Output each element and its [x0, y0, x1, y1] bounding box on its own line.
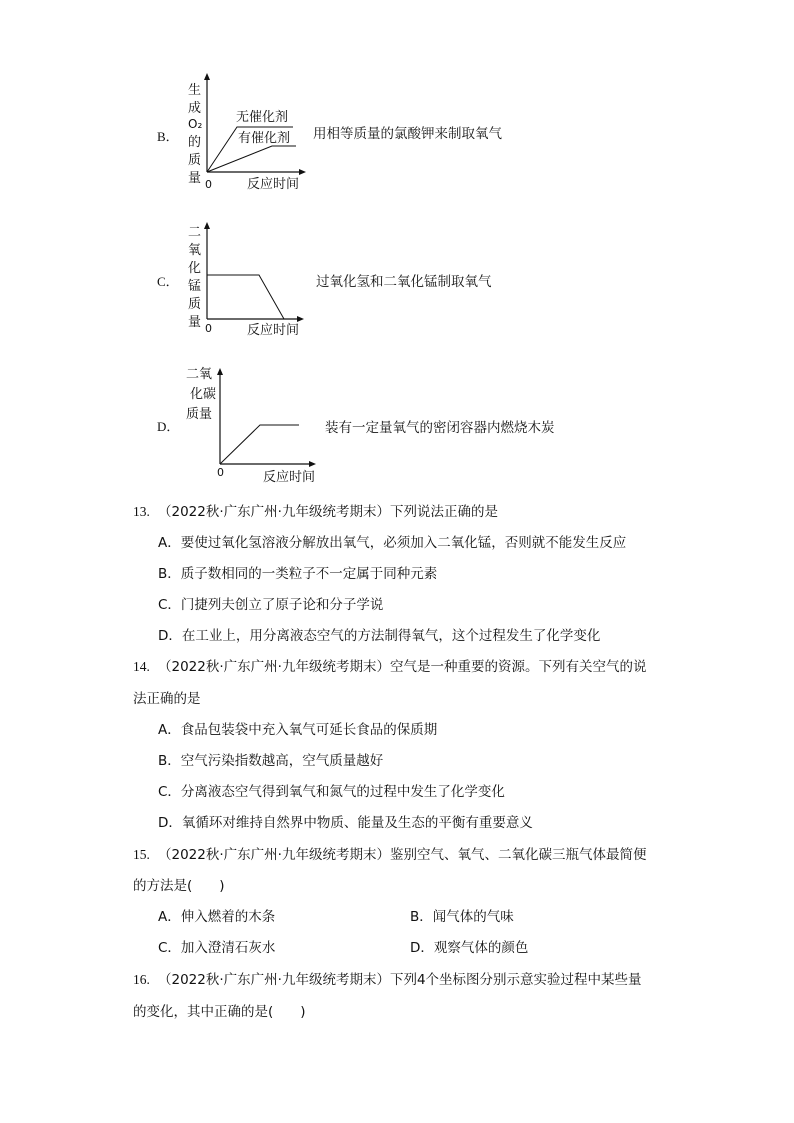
line-co2-mass [220, 425, 299, 464]
x-axis-arrow [297, 316, 304, 322]
graph-c [180, 218, 315, 342]
option-b[interactable]: B．质子数相同的一类粒子不一定属于同种元素 [158, 566, 438, 582]
question-stem: （2022秋·广东广州·九年级统考期末）鉴别空气、氧气、二氧化碳三瓶气体最简便 [158, 847, 647, 863]
y-axis-arrow [217, 368, 223, 375]
y-axis-label-char: 氧 [188, 243, 202, 258]
option-c[interactable]: C．门捷列夫创立了原子论和分子学说 [158, 597, 384, 613]
line-label-with-catalyst: 有催化剂 [238, 131, 291, 146]
option-b[interactable]: B．空气污染指数越高，空气质量越好 [158, 753, 384, 769]
question-stem-continued: 的变化，其中正确的是( ) [133, 1004, 306, 1020]
y-axis-label-char: 质 [188, 297, 202, 312]
x-axis-label: 反应时间 [247, 323, 300, 338]
y-axis-label-char: 量 [188, 171, 202, 186]
y-axis-label-char: 化 [188, 261, 202, 276]
y-axis-label-line: 二氧 [186, 367, 213, 382]
question-stem: （2022秋·广东广州·九年级统考期末）空气是一种重要的资源。下列有关空气的说 [158, 659, 647, 675]
y-axis-label-line: 质量 [186, 407, 213, 422]
option-c[interactable]: C．加入澄清石灰水 [158, 940, 276, 956]
graph-d [180, 360, 330, 485]
question-number: 14. [133, 659, 150, 674]
question-stem-continued: 法正确的是 [133, 691, 201, 707]
question-number: 16. [133, 972, 150, 987]
y-axis-label-line: 化碳 [190, 387, 217, 402]
y-axis-label-char: O₂ [188, 117, 203, 131]
option-a[interactable]: A．伸入燃着的木条 [158, 909, 276, 925]
line-with-catalyst [207, 146, 296, 172]
question-number: 15. [133, 847, 150, 862]
option-a[interactable]: A．食品包装袋中充入氧气可延长食品的保质期 [158, 722, 438, 738]
option-letter: C． [157, 274, 179, 289]
origin-label: 0 [205, 322, 212, 335]
option-d[interactable]: D．氧循环对维持自然界中物质、能量及生态的平衡有重要意义 [158, 815, 533, 831]
question-stem: （2022秋·广东广州·九年级统考期末）下列说法正确的是 [158, 504, 498, 520]
option-letter: D． [157, 419, 180, 434]
y-axis-arrow [204, 222, 210, 229]
origin-label: 0 [205, 178, 212, 191]
option-description: 装有一定量氧气的密闭容器内燃烧木炭 [325, 420, 555, 436]
line-label-no-catalyst: 无催化剂 [236, 110, 289, 125]
option-d[interactable]: D．在工业上，用分离液态空气的方法制得氧气，这个过程发生了化学变化 [158, 628, 601, 644]
y-axis-label-char: 成 [188, 101, 202, 116]
x-axis-arrow [299, 169, 306, 175]
y-axis-label-char: 的 [188, 135, 202, 150]
x-axis-arrow [309, 461, 316, 467]
question-stem-continued: 的方法是( ) [133, 878, 225, 894]
question-stem: （2022秋·广东广州·九年级统考期末）下列4个坐标图分别示意实验过程中某些量 [158, 972, 642, 988]
graph-b [180, 70, 315, 195]
x-axis-label: 反应时间 [263, 470, 316, 485]
y-axis-label-char: 生 [188, 83, 202, 98]
y-axis-label-char: 二 [188, 225, 202, 240]
y-axis-label-char: 质 [188, 153, 202, 168]
line-mno2-mass [207, 275, 284, 319]
option-c[interactable]: C．分离液态空气得到氧气和氮气的过程中发生了化学变化 [158, 784, 505, 800]
option-description: 过氧化氢和二氧化锰制取氧气 [316, 274, 492, 290]
option-letter: B． [157, 129, 179, 144]
option-b[interactable]: B．闻气体的气味 [410, 909, 514, 925]
y-axis-label-char: 锰 [188, 279, 202, 294]
option-d[interactable]: D．观察气体的颜色 [410, 940, 529, 956]
question-number: 13. [133, 504, 150, 519]
option-description: 用相等质量的氯酸钾来制取氧气 [313, 126, 502, 142]
option-a[interactable]: A．要使过氧化氢溶液分解放出氧气，必须加入二氧化锰，否则就不能发生反应 [158, 535, 627, 551]
y-axis-label-char: 量 [188, 315, 202, 330]
x-axis-label: 反应时间 [247, 177, 300, 192]
origin-label: 0 [217, 466, 224, 479]
y-axis-arrow [204, 73, 210, 80]
